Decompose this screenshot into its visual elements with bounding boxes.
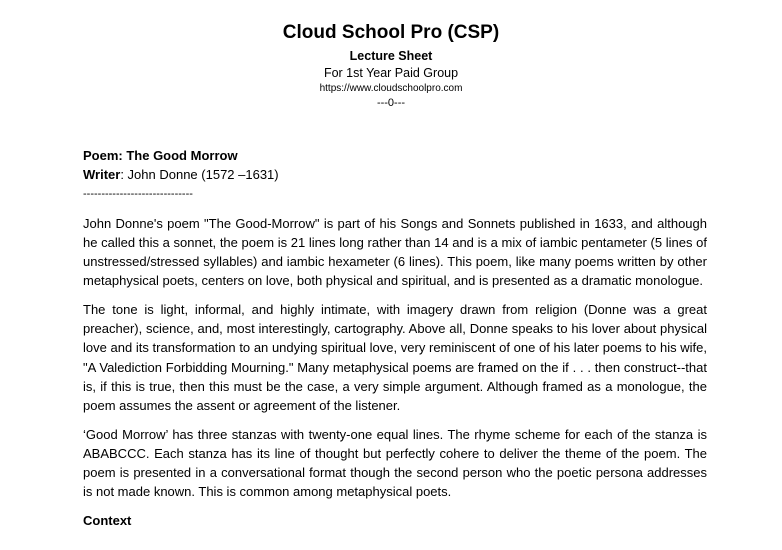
document-title: Cloud School Pro (CSP) — [282, 22, 500, 43]
paragraph-introduction: John Donne's poem "The Good-Morrow" is part of his Songs and Sonnets published in 1633, and although he called this a sonnet, the poem is 21 lines long rather than 14 and is a mix of iambic pentameter (5 lines of unstressed/stressed syllables) and iambic hexameter (6 lines). This poem, like many poems written by other metaphysical poets, centers on love, both physical and spiritual, and is presented as a dramatic monologue. — [83, 215, 707, 289]
dashed-rule: ------------------------------ — [83, 187, 193, 200]
website-url: https://www.cloudschoolpro.com — [319, 83, 463, 94]
paragraph-structure: ‘Good Morrow’ has three stanzas with twenty-one equal lines. The rhyme scheme for each of the stanza is ABABCCC. Each stanza has its line of thought but perfectly cohere to deliver the theme of the poem. The poem is presented in a conversational format though the second person who the poetic persona addresses is not made known. This is common among metaphysical poets. — [83, 426, 707, 500]
paragraph-tone: The tone is light, informal, and highly intimate, with imagery drawn from religion (Donne was a great preacher), science, and, most interestingly, cartography. Above all, Donne speaks to his lover about physical love and its transformation to an undying spiritual love, very reminiscent of one of his later poems to his wife, "A Valediction Forbidding Mourning." Many metaphysical poems are framed on the if . . . then construct--that is, if this is true, then this must be the case, a very simple argument. Although framed as a monologue, the poem assumes the assent or agreement of the listener. — [83, 301, 707, 414]
document-subtitle: Lecture Sheet — [349, 49, 433, 63]
document-body — [83, 146, 707, 530]
writer-value: : John Donne (1572 –1631) — [120, 167, 279, 183]
section-heading-context: Context — [83, 512, 132, 528]
audience-group: For 1st Year Paid Group — [323, 66, 459, 80]
writer-label: Writer — [83, 167, 121, 183]
header-ornament: ---0--- — [376, 97, 406, 109]
poem-writer — [83, 165, 707, 184]
document-header — [0, 20, 782, 110]
poem-title: Poem: The Good Morrow — [83, 148, 238, 163]
